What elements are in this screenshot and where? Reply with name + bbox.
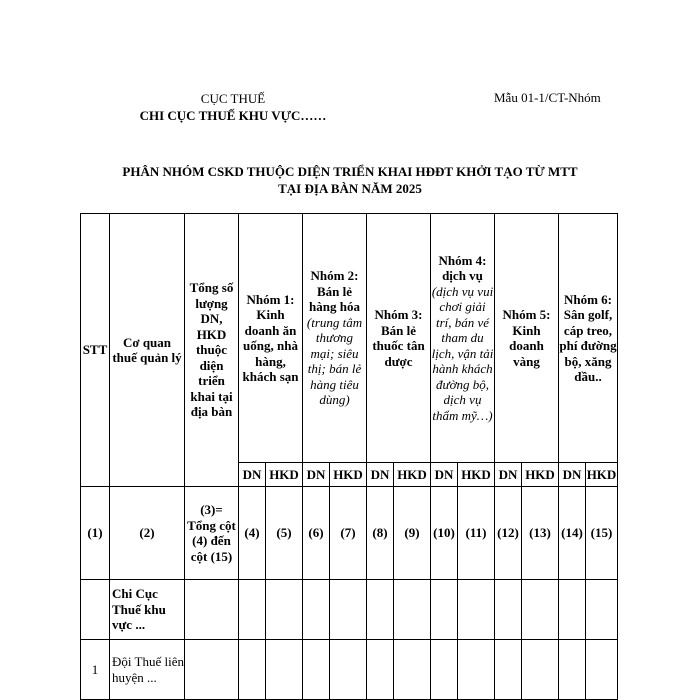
- index-14: (14): [559, 487, 586, 580]
- sub-hkd-4: HKD: [458, 463, 495, 487]
- index-2: (2): [110, 487, 185, 580]
- row-stt: 1: [81, 640, 110, 700]
- sub-hkd-6: HKD: [586, 463, 618, 487]
- index-3: (3)= Tổng cột (4) đến cột (15): [185, 487, 239, 580]
- table-row: [81, 640, 618, 700]
- sub-dn-3: DN: [367, 463, 394, 487]
- sub-hkd-5: HKD: [522, 463, 559, 487]
- sub-dn-5: DN: [495, 463, 522, 487]
- sub-dn-2: DN: [303, 463, 330, 487]
- index-13: (13): [522, 487, 559, 580]
- index-6: (6): [303, 487, 330, 580]
- header-group-4: [431, 214, 495, 463]
- sub-hkd-1: HKD: [266, 463, 303, 487]
- sub-dn-4: DN: [431, 463, 458, 487]
- header-group-5: Nhóm 5: Kinh doanh vàng: [495, 214, 559, 463]
- header-group-3: Nhóm 3: Bán lẻ thuốc tân dược: [367, 214, 431, 463]
- index-12: (12): [495, 487, 522, 580]
- index-11: (11): [458, 487, 495, 580]
- index-7: (7): [330, 487, 367, 580]
- row-agency: Chi Cục Thuế khu vực ...: [110, 580, 185, 640]
- header-group-1: Nhóm 1: Kinh doanh ăn uống, nhà hàng, khách sạn: [239, 214, 303, 463]
- index-4: (4): [239, 487, 266, 580]
- sub-hkd-3: HKD: [394, 463, 431, 487]
- header-total: Tổng số lượng DN, HKD thuộc diện triển khai tại địa bàn: [185, 214, 239, 487]
- group-2-detail: (trung tâm thương mại; siêu thị; bán lẻ hàng tiêu dùng): [306, 314, 363, 408]
- header-stt: STT: [81, 214, 110, 487]
- index-5: (5): [266, 487, 303, 580]
- classification-table: [80, 213, 618, 700]
- row-agency: Đội Thuế liên huyện ...: [110, 640, 185, 700]
- title-line-1: PHÂN NHÓM CSKD THUỘC DIỆN TRIỂN KHAI HĐĐT KHỞI TẠO TỪ MTT: [122, 164, 578, 179]
- form-code: Mẫu 01-1/CT-Nhóm: [494, 90, 601, 105]
- row-stt: [81, 580, 110, 640]
- sub-agency-name: CHI CỤC THUẾ KHU VỰC……: [139, 108, 327, 123]
- header-agency: Cơ quan thuế quản lý: [110, 214, 185, 487]
- index-8: (8): [367, 487, 394, 580]
- sub-dn-1: DN: [239, 463, 266, 487]
- document-title: [80, 163, 620, 197]
- group-4-title: Nhóm 4: dịch vụ: [438, 252, 487, 284]
- agency-name: CỤC THUẾ: [200, 91, 266, 106]
- index-15: (15): [586, 487, 618, 580]
- sub-dn-6: DN: [559, 463, 586, 487]
- index-9: (9): [394, 487, 431, 580]
- header-group-2: [303, 214, 367, 463]
- group-2-title: Nhóm 2: Bán lẻ hàng hóa: [309, 268, 360, 315]
- index-1: (1): [81, 487, 110, 580]
- header-group-6: Nhóm 6: Sân golf, cáp treo, phí đường bộ, xăng dầu..: [559, 214, 618, 463]
- header-agency-block: [108, 90, 358, 124]
- sub-hkd-2: HKD: [330, 463, 367, 487]
- title-line-2: TẠI ĐỊA BÀN NĂM 2025: [278, 181, 422, 196]
- table-row: [81, 580, 618, 640]
- index-10: (10): [431, 487, 458, 580]
- group-4-detail: (dịch vụ vui chơi giải trí, bán vé tham du lịch, vận tải hành khách đường bộ, dịch vụ thẩm mỹ…): [431, 283, 494, 423]
